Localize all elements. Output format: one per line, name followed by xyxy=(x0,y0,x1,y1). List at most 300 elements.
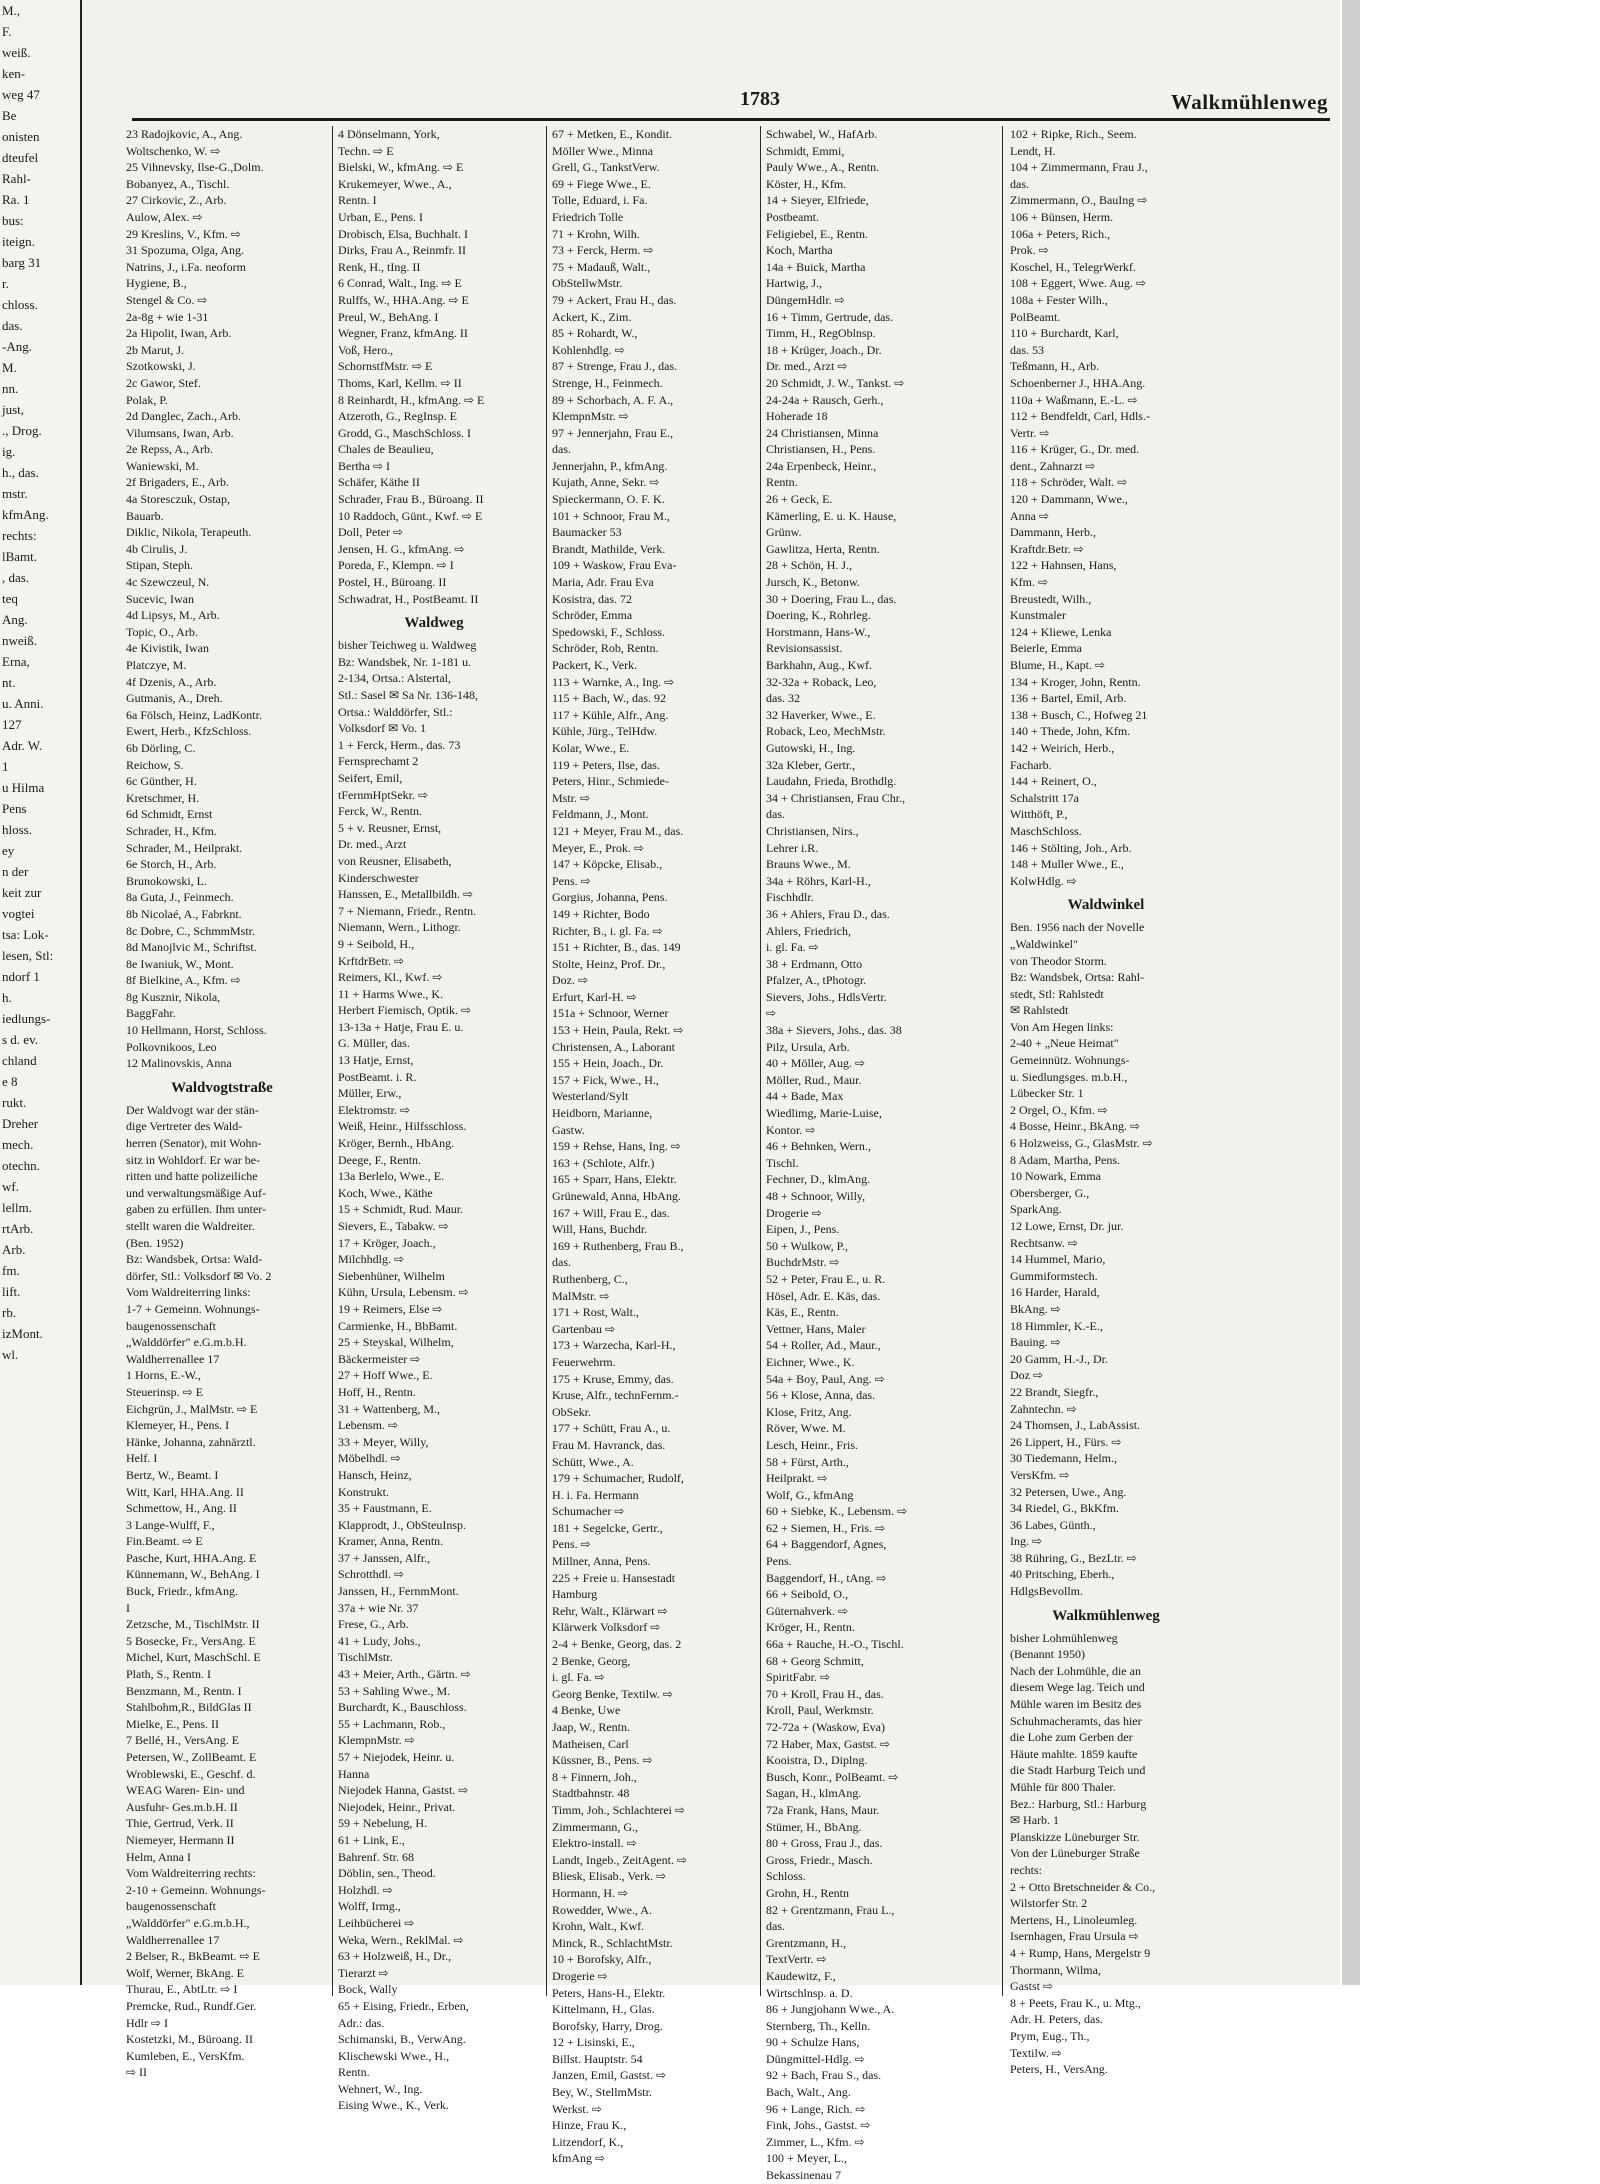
directory-entry: diesem Wege lag. Teich und xyxy=(1010,1680,1145,1695)
prev-page-fragment: M. xyxy=(2,360,17,375)
directory-entry: Schwadrat, H., PostBeamt. II xyxy=(338,591,479,606)
directory-entry: 66 + Seibold, O., xyxy=(766,1587,849,1602)
directory-entry: Waldherrenallee 17 xyxy=(126,1351,220,1366)
directory-entry: Hdlr ⇨ I xyxy=(126,2015,169,2030)
directory-entry: Herbert Fiemisch, Optik. ⇨ xyxy=(338,1003,472,1018)
directory-entry: von Reusner, Elisabeth, xyxy=(338,853,452,868)
directory-entry: 68 + Georg Schmitt, xyxy=(766,1653,864,1668)
prev-page-fragment: Ra. 1 xyxy=(2,192,30,207)
directory-entry: 43 + Meier, Arth., Gärtn. ⇨ xyxy=(338,1667,471,1682)
directory-entry: Rulffs, W., HHA.Ang. ⇨ E xyxy=(338,292,469,307)
directory-entry: Gutowski, H., Ing. xyxy=(766,740,856,755)
directory-entry: Schröder, Rob, Rentn. xyxy=(552,641,659,656)
directory-entry: Werkst. ⇨ xyxy=(552,2101,602,2116)
directory-entry: 118 + Schröder, Walt. ⇨ xyxy=(1010,475,1128,490)
directory-entry: 34 Riedel, G., BkKfm. xyxy=(1010,1501,1119,1516)
directory-entry: 4d Lipsys, M., Arb. xyxy=(126,608,220,623)
directory-entry: Techn. ⇨ E xyxy=(338,143,394,158)
directory-entry: Grodd, G., MaschSchloss. I xyxy=(338,425,471,440)
directory-entry: Tischl. xyxy=(766,1155,799,1170)
directory-entry: Rentn. I xyxy=(338,193,377,208)
directory-entry: Peters, Hans-H., Elektr. xyxy=(552,1985,666,2000)
directory-entry: 31 Spozuma, Olga, Ang. xyxy=(126,243,244,258)
directory-entry: Konstrukt. xyxy=(338,1484,389,1499)
directory-entry: Frese, G., Arb. xyxy=(338,1617,409,1632)
directory-entry: 59 + Nebelung, H. xyxy=(338,1816,428,1831)
directory-entry: Witthöft, P., xyxy=(1010,807,1068,822)
directory-entry: 41 + Ludy, Johs., xyxy=(338,1633,421,1648)
directory-entry: Bz: Wandsbek, Ortsa: Wald- xyxy=(126,1252,263,1267)
directory-entry: 18 Himmler, K.-E., xyxy=(1010,1318,1103,1333)
directory-entry: 4f Dzenis, A., Arb. xyxy=(126,674,217,689)
directory-entry: 4c Szewczeul, N. xyxy=(126,575,210,590)
prev-page-fragment: barg 31 xyxy=(2,255,42,270)
directory-entry: 6 Conrad, Walt., Ing. ⇨ E xyxy=(338,276,462,291)
directory-entry: 124 + Kliewe, Lenka xyxy=(1010,624,1112,639)
directory-entry: Fischhdlr. xyxy=(766,890,814,905)
directory-entry: das. xyxy=(552,442,571,457)
directory-entry: Weiß, Heinr., Hilfsschloss. xyxy=(338,1119,467,1134)
directory-entry: Pasche, Kurt, HHA.Ang. E xyxy=(126,1550,257,1565)
directory-entry: Busch, Konr., PolBeamt. ⇨ xyxy=(766,1769,899,1784)
directory-entry: das. xyxy=(766,807,785,822)
directory-entry: 40 + Möller, Aug. ⇨ xyxy=(766,1056,866,1071)
directory-entry: Waldherrenallee 17 xyxy=(126,1932,220,1947)
directory-entry: Diklic, Nikola, Terapeuth. xyxy=(126,525,252,540)
prev-page-fragment: chland xyxy=(2,1053,37,1068)
directory-entry: 6 Holzweiss, G., GlasMstr. ⇨ xyxy=(1010,1136,1153,1151)
directory-entry: Peters, H., VersAng. xyxy=(1010,2062,1108,2077)
prev-page-fragment: weg 47 xyxy=(2,87,40,102)
directory-entry: 13 Hatje, Ernst, xyxy=(338,1053,414,1068)
directory-entry: Möbelhdl. ⇨ xyxy=(338,1451,401,1466)
directory-entry: Feldmann, J., Mont. xyxy=(552,807,649,822)
directory-entry: 52 + Peter, Frau E., u. R. xyxy=(766,1271,886,1286)
directory-entry: das. 53 xyxy=(1010,342,1044,357)
directory-entry: 22 Brandt, Siegfr., xyxy=(1010,1384,1099,1399)
directory-entry: Döblin, sen., Theod. xyxy=(338,1866,436,1881)
prev-page-fragment: chloss. xyxy=(2,297,38,312)
directory-entry: Müller, Erw., xyxy=(338,1086,402,1101)
prev-page-fragment: ey xyxy=(2,843,15,858)
directory-entry: Niemeyer, Hermann II xyxy=(126,1832,235,1847)
directory-entry: Klapprodt, J., ObSteuInsp. xyxy=(338,1517,466,1532)
directory-entry: 87 + Strenge, Frau J., das. xyxy=(552,359,678,374)
directory-entry: 149 + Richter, Bodo xyxy=(552,906,650,921)
directory-entry: 2-10 + Gemeinn. Wohnungs- xyxy=(126,1882,266,1897)
directory-entry: 12 Lowe, Ernst, Dr. jur. xyxy=(1010,1219,1124,1233)
directory-entry: Vom Waldreiterring links: xyxy=(126,1285,251,1300)
directory-entry: Kämerling, E. u. K. Hause, xyxy=(766,508,897,523)
prev-page-fragment: das. xyxy=(2,318,23,333)
directory-entry: Heidborn, Marianne, xyxy=(552,1106,653,1121)
directory-entry: Reichow, S. xyxy=(126,757,184,772)
directory-entry: Premcke, Rud., Rundf.Ger. xyxy=(126,1998,257,2013)
directory-entry: Mertens, H., Linoleumleg. xyxy=(1010,1912,1138,1927)
directory-entry: Adr. H. Peters, das. xyxy=(1010,2012,1103,2027)
directory-entry: Zimmer, L., Kfm. ⇨ xyxy=(766,2134,865,2149)
directory-entry: Stl.: Sasel ✉ Sa Nr. 136-148, xyxy=(338,688,479,702)
prev-page-fragment: otechn. xyxy=(2,1158,40,1173)
directory-entry: 38 + Erdmann, Otto xyxy=(766,956,863,971)
directory-entry: Millner, Anna, Pens. xyxy=(552,1554,651,1569)
directory-entry: i. gl. Fa. ⇨ xyxy=(552,1670,605,1685)
directory-entry: Ahlers, Friedrich, xyxy=(766,923,851,938)
directory-entry: Rentn. xyxy=(338,2065,370,2080)
prev-page-fragment: Dreher xyxy=(2,1116,39,1131)
directory-entry: Wehnert, W., Ing. xyxy=(338,2081,423,2096)
directory-entry: Schrader, H., Kfm. xyxy=(126,823,217,838)
directory-entry: Facharb. xyxy=(1010,757,1052,772)
directory-entry: Kroll, Paul, Werkmstr. xyxy=(766,1703,874,1718)
directory-entry: Kosistra, das. 72 xyxy=(552,591,632,606)
directory-entry: 80 + Gross, Frau J., das. xyxy=(766,1836,883,1851)
directory-entry: Tierarzt ⇨ xyxy=(338,1965,389,1980)
prev-page-fragment: keit zur xyxy=(2,885,42,900)
directory-entry: Kolar, Wwe., E. xyxy=(552,740,630,755)
directory-entry: Drobisch, Elsa, Buchhalt. I xyxy=(338,226,468,241)
directory-entry: 117 + Kühle, Alfr., Ang. xyxy=(552,707,669,722)
directory-entry: 144 + Reinert, O., xyxy=(1010,774,1097,789)
prev-page-fragment: ig. xyxy=(2,444,16,459)
directory-entry: Borofsky, Harry, Drog. xyxy=(552,2018,663,2033)
directory-entry: u. Siedlungsges. m.b.H., xyxy=(1010,1069,1128,1084)
directory-entry: baugenossenschaft xyxy=(126,1899,216,1914)
directory-entry: 10 + Borofsky, Alfr., xyxy=(552,1952,652,1967)
directory-entry: 32-32a + Roback, Leo, xyxy=(766,674,877,689)
directory-entry: gaben zu erfüllen. Ihm unter- xyxy=(126,1202,267,1217)
prev-page-fragment: lift. xyxy=(2,1284,21,1299)
directory-entry: 6b Dörling, C. xyxy=(126,740,196,755)
directory-entry: 6d Schmidt, Ernst xyxy=(126,807,213,822)
directory-entry: Timm, H., RegOblnsp. xyxy=(766,326,876,341)
directory-entry: TextVertr. ⇨ xyxy=(766,1952,827,1967)
directory-entry: Bauarb. xyxy=(126,508,164,523)
directory-entry: 2 + Otto Bretschneider & Co., xyxy=(1010,1879,1156,1894)
directory-entry: 26 Lippert, H., Fürs. ⇨ xyxy=(1010,1434,1122,1449)
directory-entry: Benzmann, M., Rentn. I xyxy=(126,1683,242,1698)
column-divider xyxy=(1002,126,1003,1996)
prev-page-fragment: Pens xyxy=(2,801,27,816)
directory-entry: Kramer, Anna, Rentn. xyxy=(338,1534,444,1549)
directory-entry: Postel, H., Büroang. II xyxy=(338,575,447,590)
directory-entry: 163 + (Schlote, Alfr.) xyxy=(552,1155,655,1170)
directory-entry: Adr.: das. xyxy=(338,2015,385,2030)
directory-entry: Bach, Walt., Ang. xyxy=(766,2085,851,2100)
directory-entry: PolBeamt. xyxy=(1010,309,1061,324)
directory-entry: KrftdrBetr. ⇨ xyxy=(338,953,405,968)
directory-entry: ObSekr. xyxy=(552,1404,591,1419)
directory-entry: Ewert, Herb., KfzSchloss. xyxy=(126,724,252,739)
directory-entry: 2f Brigaders, E., Arb. xyxy=(126,475,229,490)
directory-entry: DüngemHdlr. ⇨ xyxy=(766,292,845,307)
directory-entry: Spieckermann, O. F. K. xyxy=(552,492,665,507)
column-5 xyxy=(1010,126,1202,2078)
directory-entry: Doering, K., Rohrleg. xyxy=(766,608,871,623)
directory-entry: Beierle, Emma xyxy=(1010,641,1082,656)
directory-entry: Hösel, Adr. E. Käs, das. xyxy=(766,1288,881,1303)
directory-entry: Helf. I xyxy=(126,1451,158,1466)
directory-entry: ritten und hatte polizeiliche xyxy=(126,1169,258,1184)
directory-entry: Hartwig, J., xyxy=(766,276,822,291)
directory-entry: Renk, H., tIng. II xyxy=(338,259,421,274)
directory-entry: 2e Repss, A., Arb. xyxy=(126,442,213,457)
directory-entry: Maria, Adr. Frau Eva xyxy=(552,575,654,590)
directory-entry: Postbeamt. xyxy=(766,209,819,224)
directory-entry: 89 + Schorbach, A. F. A., xyxy=(552,392,674,407)
directory-entry: Meyer, E., Prok. ⇨ xyxy=(552,840,644,855)
directory-entry: Brandt, Mathilde, Verk. xyxy=(552,541,666,556)
directory-entry: 46 + Behnken, Wern., xyxy=(766,1139,871,1154)
directory-entry: Eising Wwe., K., Verk. xyxy=(338,2098,449,2113)
directory-entry: Siebenhüner, Wilhelm xyxy=(338,1268,445,1283)
directory-entry: Janzen, Emil, Gastst. ⇨ xyxy=(552,2068,667,2083)
header-rule xyxy=(132,118,1330,121)
directory-entry: Obersberger, G., xyxy=(1010,1185,1090,1200)
directory-entry: Kostetzki, M., Büroang. II xyxy=(126,2032,253,2047)
directory-entry: Bertz, W., Beamt. I xyxy=(126,1467,219,1482)
directory-entry: Dammann, Herb., xyxy=(1010,525,1096,540)
directory-entry: Anna ⇨ xyxy=(1010,508,1050,523)
directory-entry: 157 + Fick, Wwe., H., xyxy=(552,1072,659,1087)
directory-entry: Möller Wwe., Minna xyxy=(552,143,654,158)
directory-entry: 38 Rühring, G., BezLtr. ⇨ xyxy=(1010,1550,1137,1565)
directory-entry: SchornstfMstr. ⇨ E xyxy=(338,359,433,374)
directory-entry: Kunstmaler xyxy=(1010,608,1066,623)
directory-entry: Niemann, Wern., Lithogr. xyxy=(338,920,461,935)
directory-entry: 4 + Rump, Hans, Mergelstr 9 xyxy=(1010,1945,1151,1960)
directory-entry: Janssen, H., FernmMont. xyxy=(338,1584,459,1599)
directory-entry: Niejodek Hanna, Gastst. ⇨ xyxy=(338,1783,469,1798)
prev-page-fragment: fm. xyxy=(2,1263,20,1278)
directory-entry: Dr. med., Arzt xyxy=(338,837,407,852)
directory-entry: Wegner, Franz, kfmAng. II xyxy=(338,326,468,341)
directory-entry: Vettner, Hans, Maler xyxy=(766,1321,866,1336)
directory-entry: Kinderschwester xyxy=(338,870,419,885)
directory-entry: Hansch, Heinz, xyxy=(338,1467,412,1482)
directory-entry: Gawlitza, Herta, Rentn. xyxy=(766,541,880,556)
directory-entry: 12 + Lisinski, E., xyxy=(552,2035,635,2050)
directory-entry: VersKfm. ⇨ xyxy=(1010,1467,1070,1482)
directory-entry: Koschel, H., TelegrWerkf. xyxy=(1010,259,1136,274)
directory-entry: Teßmann, H., Arb. xyxy=(1010,359,1100,374)
street-heading: Walkmühlenweg xyxy=(1052,1607,1160,1624)
directory-entry: Planskizze Lüneburger Str. xyxy=(1010,1829,1140,1844)
directory-entry: stellt waren die Waldreiter. xyxy=(126,1219,255,1233)
directory-entry: Schumacher ⇨ xyxy=(552,1504,625,1519)
directory-entry: Klischewski Wwe., H., xyxy=(338,2048,450,2063)
directory-entry: Jaap, W., Rentn. xyxy=(552,1720,630,1734)
directory-entry: 3 Lange-Wulff, F., xyxy=(126,1517,215,1532)
directory-entry: 136 + Bartel, Emil, Arb. xyxy=(1010,691,1127,706)
directory-entry: Pens. ⇨ xyxy=(552,1537,591,1552)
prev-page-fragment: rtArb. xyxy=(2,1221,34,1236)
directory-entry: 82 + Grentzmann, Frau L., xyxy=(766,1902,895,1917)
directory-entry: Gross, Friedr., Masch. xyxy=(766,1852,873,1867)
directory-entry: Hoff, H., Rentn. xyxy=(338,1384,416,1399)
directory-entry: 8g Kusznir, Nikola, xyxy=(126,989,221,1004)
prev-page-fragment: Erna, xyxy=(2,654,30,669)
directory-entry: Milchhdlg. ⇨ xyxy=(338,1252,405,1267)
directory-entry: Hoherade 18 xyxy=(766,409,828,424)
directory-entry: Nach der Lohmühle, die an xyxy=(1010,1663,1141,1678)
prev-page-fragment: ken- xyxy=(2,66,26,81)
directory-entry: Doz. ⇨ xyxy=(552,973,589,988)
directory-entry: 142 + Weirich, Herb., xyxy=(1010,740,1115,755)
directory-entry: Leihbücherei ⇨ xyxy=(338,1915,415,1930)
directory-entry: 7 + Niemann, Friedr., Rentn. xyxy=(338,903,477,918)
directory-entry: Grünw. xyxy=(766,525,802,540)
directory-entry: 48 + Schnoor, Willy, xyxy=(766,1189,866,1203)
directory-entry: Vilumsans, Iwan, Arb. xyxy=(126,425,234,440)
directory-entry: Schrader, Frau B., Büroang. II xyxy=(338,492,484,507)
directory-entry: die Stadt Harburg Teich und xyxy=(1010,1763,1146,1778)
directory-entry: Kujath, Anne, Sekr. ⇨ xyxy=(552,475,660,490)
directory-entry: Stengel & Co. ⇨ xyxy=(126,292,208,307)
directory-entry: Plath, S., Rentn. I xyxy=(126,1667,212,1682)
directory-entry: BuchdrMstr. ⇨ xyxy=(766,1255,840,1270)
directory-entry: Grohn, H., Rentn xyxy=(766,1885,849,1900)
prev-page-fragment: Adr. W. xyxy=(2,738,43,753)
directory-entry: 34 + Christiansen, Frau Chr., xyxy=(766,790,906,805)
directory-entry: 1-7 + Gemeinn. Wohnungs- xyxy=(126,1301,260,1316)
directory-entry: 106 + Bünsen, Herm. xyxy=(1010,209,1114,224)
directory-entry: 62 + Siemen, H., Fris. ⇨ xyxy=(766,1520,886,1535)
directory-entry: 2d Danglec, Zach., Arb. xyxy=(126,409,241,424)
directory-entry: 165 + Sparr, Hans, Elektr. xyxy=(552,1172,677,1187)
directory-entry: 44 + Bade, Max xyxy=(766,1089,844,1104)
directory-entry: Steuerinsp. ⇨ E xyxy=(126,1384,204,1399)
directory-entry: 32a Kleber, Gertr., xyxy=(766,757,856,772)
directory-entry: Kraftdr.Betr. ⇨ xyxy=(1010,541,1084,556)
column-divider xyxy=(760,126,761,1996)
prev-page-fragment: n der xyxy=(2,864,29,879)
column-1 xyxy=(126,126,318,2081)
directory-entry: 20 Gamm, H.-J., Dr. xyxy=(1010,1351,1108,1366)
directory-entry: H. i. Fa. Hermann xyxy=(552,1487,639,1502)
prev-page-fragment: weiß. xyxy=(2,45,31,60)
directory-entry: 60 + Siebke, K., Lebensm. ⇨ xyxy=(766,1504,908,1519)
directory-entry: TischlMstr. xyxy=(338,1650,393,1665)
directory-entry: Bahrenf. Str. 68 xyxy=(338,1849,414,1864)
directory-entry: 119 + Peters, Ilse, das. xyxy=(552,757,660,772)
directory-entry: Landt, Ingeb., ZeitAgent. ⇨ xyxy=(552,1852,688,1867)
directory-entry: ObStellwMstr. xyxy=(552,276,623,291)
previous-page-edge xyxy=(0,0,82,1985)
directory-entry: 173 + Warzecha, Karl-H., xyxy=(552,1338,676,1353)
running-head: Walkmühlenweg xyxy=(1170,90,1328,114)
directory-entry: Schrotthdl. ⇨ xyxy=(338,1567,405,1582)
directory-entry: 8a Guta, J., Feinmech. xyxy=(126,890,234,905)
directory-entry: 159 + Rehse, Hans, Ing. ⇨ xyxy=(552,1139,681,1154)
directory-entry: Volksdorf ✉ Vo. 1 xyxy=(338,721,427,736)
directory-entry: Westerland/Sylt xyxy=(552,1089,629,1104)
directory-entry: Mielke, E., Pens. II xyxy=(126,1716,219,1731)
directory-entry: Bock, Wally xyxy=(338,1982,398,1997)
directory-entry: Georg Benke, Textilw. ⇨ xyxy=(552,1686,673,1701)
directory-entry: 6a Fölsch, Heinz, LadKontr. xyxy=(126,707,262,722)
directory-entry: 181 + Segelcke, Gertr., xyxy=(552,1520,663,1535)
directory-entry: Bey, W., StellmMstr. xyxy=(552,2085,652,2100)
directory-entry: 72-72a + (Waskow, Eva) xyxy=(766,1720,885,1734)
directory-entry: Zimmermann, G., xyxy=(552,1819,638,1834)
directory-entry: Stolte, Heinz, Prof. Dr., xyxy=(552,956,666,971)
directory-entry: Aulow, Alex. ⇨ xyxy=(126,209,203,224)
directory-entry: Thie, Gertrud, Verk. II xyxy=(126,1816,234,1831)
page-binding-edge xyxy=(1342,0,1360,1985)
directory-entry: 179 + Schumacher, Rudolf, xyxy=(552,1471,684,1486)
prev-page-fragment: rechts: xyxy=(2,528,37,543)
directory-entry: 14 + Sieyer, Elfriede, xyxy=(766,193,869,208)
directory-entry: Tolle, Eduard, i. Fa. xyxy=(552,193,648,208)
directory-entry: 33 + Meyer, Willy, xyxy=(338,1434,429,1449)
prev-page-fragment: 127 xyxy=(2,717,22,732)
directory-entry: Christensen, A., Laborant xyxy=(552,1039,675,1054)
prev-page-fragment: Ang. xyxy=(2,612,28,627)
directory-entry: 14a + Buick, Martha xyxy=(766,259,866,274)
directory-entry: Frau M. Havranck, das. xyxy=(552,1437,666,1452)
directory-entry: 25 Vihnevsky, Ilse-G.,Dolm. xyxy=(126,160,264,175)
directory-entry: 57 + Niejodek, Heinr. u. xyxy=(338,1750,455,1764)
directory-entry: 61 + Link, E., xyxy=(338,1832,405,1847)
directory-entry: Möller, Rud., Maur. xyxy=(766,1072,862,1087)
prev-page-fragment: Arb. xyxy=(2,1242,26,1257)
directory-entry: Eichgrün, J., MalMstr. ⇨ E xyxy=(126,1401,258,1416)
directory-entry: Atzeroth, G., RegInsp. E xyxy=(338,409,457,424)
prev-page-fragment: Rahl- xyxy=(2,171,31,186)
directory-entry: Schimanski, B., VerwAng. xyxy=(338,2032,466,2047)
directory-entry: Gutmanis, A., Dreh. xyxy=(126,691,223,706)
directory-entry: 116 + Krüger, G., Dr. med. xyxy=(1010,442,1140,457)
directory-entry: 20 Schmidt, J. W., Tankst. ⇨ xyxy=(766,375,905,390)
directory-entry: 5 + v. Reusner, Ernst, xyxy=(338,820,442,835)
directory-entry: Kfm. ⇨ xyxy=(1010,575,1049,590)
street-heading: Waldwinkel xyxy=(1067,897,1145,914)
directory-entry: 30 Tiedemann, Helm., xyxy=(1010,1451,1117,1466)
prev-page-fragment: tsa: Lok- xyxy=(2,927,49,942)
directory-entry: 167 + Will, Frau E., das. xyxy=(552,1205,670,1220)
directory-entry: Jursch, K., Betonw. xyxy=(766,575,860,590)
directory-entry: Gastw. xyxy=(552,1122,585,1137)
directory-entry: 110a + Waßmann, E.-L. ⇨ xyxy=(1010,392,1138,407)
directory-entry: Friedrich Tolle xyxy=(552,209,624,224)
directory-entry: Pens. xyxy=(766,1554,792,1569)
directory-entry: 34a + Röhrs, Karl-H., xyxy=(766,873,871,888)
directory-entry: 147 + Köpcke, Elisab., xyxy=(552,857,663,872)
directory-entry: und verwaltungsmäßige Auf- xyxy=(126,1185,266,1200)
directory-entry: Witt, Karl, HHA.Ang. II xyxy=(126,1484,244,1499)
directory-entry: 110 + Burchardt, Karl, xyxy=(1010,326,1119,341)
directory-entry: 75 + Madauß, Walt., xyxy=(552,259,651,274)
directory-entry: MalMstr. ⇨ xyxy=(552,1288,610,1303)
directory-entry: 8 Reinhardt, H., kfmAng. ⇨ E xyxy=(338,392,485,407)
directory-entry: Kühn, Ursula, Lebensm. ⇨ xyxy=(338,1285,469,1300)
directory-entry: Sucevic, Iwan xyxy=(126,591,194,606)
directory-entry: Brauns Wwe., M. xyxy=(766,857,851,872)
directory-entry: 13a Berlelo, Wwe., E. xyxy=(338,1169,445,1184)
directory-entry: 19 + Reimers, Else ⇨ xyxy=(338,1301,443,1316)
directory-entry: Ben. 1956 nach der Novelle xyxy=(1010,920,1145,935)
directory-entry: Schäfer, Käthe II xyxy=(338,475,420,490)
directory-entry: 151 + Richter, B., das. 149 xyxy=(552,940,681,955)
directory-entry: Kontor. ⇨ xyxy=(766,1122,816,1137)
directory-entry: Litzendorf, K., xyxy=(552,2134,624,2149)
directory-entry: Deege, F., Rentn. xyxy=(338,1152,422,1167)
directory-entry: Natrins, J., i.Fa. neoform xyxy=(126,259,246,274)
directory-entry: Hänke, Johanna, zahnärztl. xyxy=(126,1434,256,1449)
directory-entry: 73 + Ferck, Herm. ⇨ xyxy=(552,243,654,258)
directory-entry: kfmAng ⇨ xyxy=(552,2151,606,2166)
